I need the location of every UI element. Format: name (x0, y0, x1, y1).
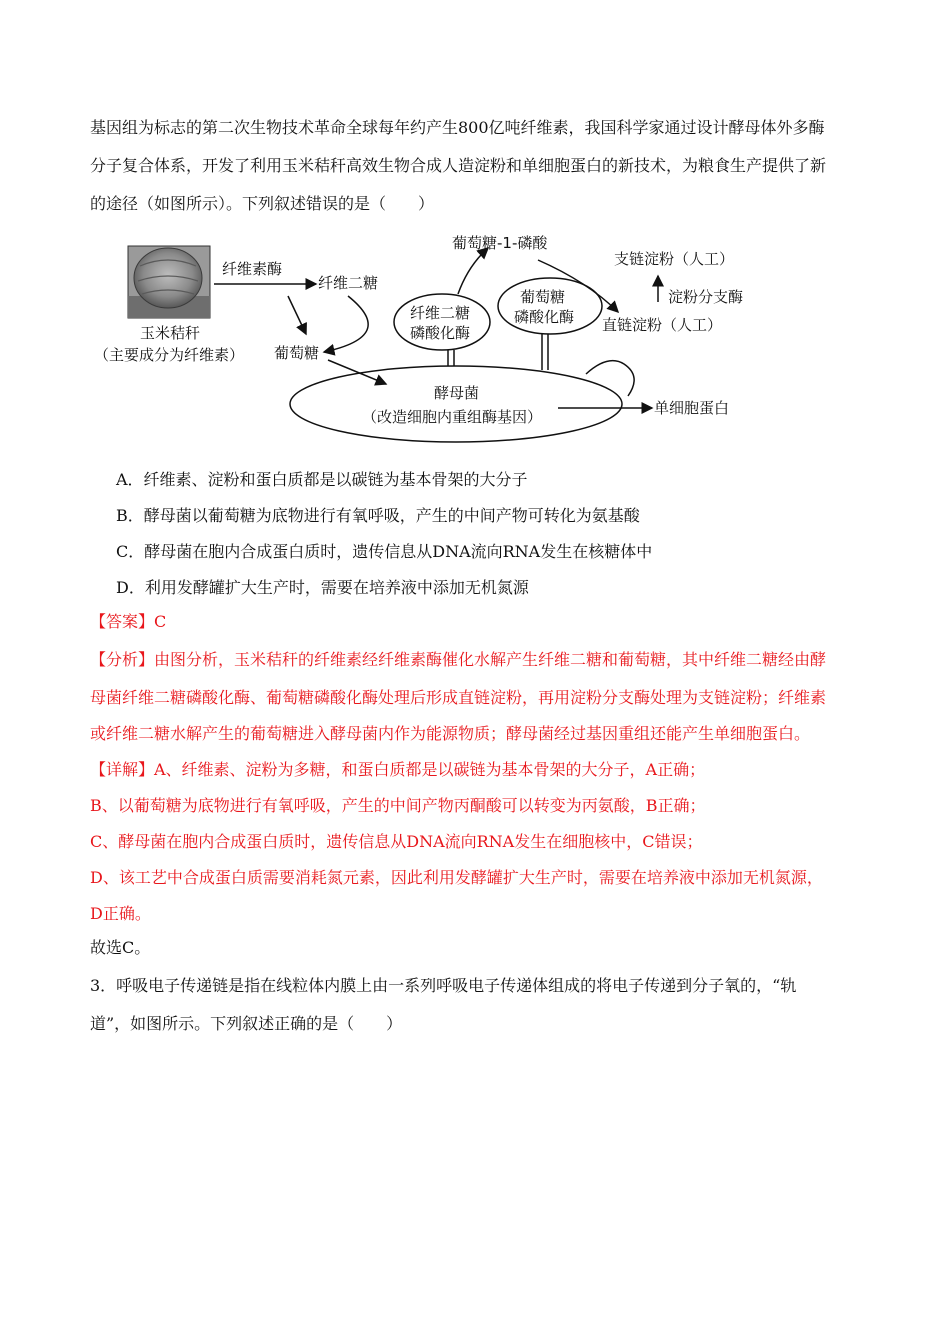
single-cell-protein-label: 单细胞蛋白 (654, 399, 730, 417)
analysis-line-1: 【分析】由图分析，玉米秸秆的纤维素经纤维素酶催化水解产生纤维二糖和葡萄糖，其中纤维二糖经由酵 (90, 650, 827, 669)
answer: 【答案】C (90, 612, 167, 631)
option-b: B．酵母菌以葡萄糖为底物进行有氧呼吸，产生的中间产物可转化为氨基酸 (116, 506, 640, 525)
detail-line-3: C、酵母菌在胞内合成蛋白质时，遗传信息从DNA流向RNA发生在细胞核中，C错误； (90, 832, 703, 851)
glucose-label: 葡萄糖 (274, 344, 320, 362)
question-3-line-1: 3．呼吸电子传递链是指在线粒体内膜上由一系列呼吸电子传递体组成的将电子传递到分子氧的，“轨 (90, 976, 797, 995)
analysis-line-2: 母菌纤维二糖磷酸化酶、葡萄糖磷酸化酶处理后形成直链淀粉，再用淀粉分支酶处理为支链淀粉；纤维素 (90, 688, 827, 707)
straw-label: 玉米秸秆 (140, 324, 201, 342)
option-d: D．利用发酵罐扩大生产时，需要在培养液中添加无机氮源 (116, 578, 529, 597)
question-intro-line-2: 分子复合体系，开发了利用玉米秸秆高效生物合成人造淀粉和单细胞蛋白的新技术，为粮食生产提供了新 (90, 156, 827, 175)
yeast-label: 酵母菌 (434, 384, 480, 402)
yeast-subtitle: （改造细胞内重组酶基因） (362, 408, 543, 426)
question-3-line-2: 道”，如图所示。下列叙述正确的是（ ） (90, 1014, 403, 1033)
detail-line-2: B、以葡萄糖为底物进行有氧呼吸，产生的中间产物丙酮酸可以转变为丙氨酸，B正确； (90, 796, 706, 815)
amylose-label: 直链淀粉（人工） (602, 316, 723, 334)
question-intro-line-3: 的途径（如图所示）。下列叙述错误的是（ ） (90, 194, 435, 213)
straw-subtitle: （主要成分为纤维素） (94, 346, 245, 364)
conclusion: 故选C。 (90, 938, 151, 957)
glucose-phosphorylase-line-1: 葡萄糖 (520, 288, 566, 306)
cellobiose-label: 纤维二糖 (318, 274, 379, 292)
branching-enzyme-label: 淀粉分支酶 (668, 288, 744, 306)
glucose-1-phosphate-label: 葡萄糖-1-磷酸 (452, 234, 548, 252)
detail-line-5: D正确。 (90, 904, 151, 923)
synthesis-pathway-diagram (94, 226, 758, 448)
cellobiose-phosphorylase-line-1: 纤维二糖 (410, 304, 471, 322)
option-c: C．酵母菌在胞内合成蛋白质时，遗传信息从DNA流向RNA发生在核糖体中 (116, 542, 653, 561)
question-intro-line-1: 基因组为标志的第二次生物技术革命全球每年约产生800亿吨纤维素，我国科学家通过设计酵母体外多酶 (90, 118, 825, 137)
glucose-phosphorylase-line-2: 磷酸化酶 (514, 308, 575, 326)
detail-line-4: D、该工艺中合成蛋白质需要消耗氮元素，因此利用发酵罐扩大生产时，需要在培养液中添加无机氮源， (90, 868, 823, 887)
corn-straw-photo (128, 246, 210, 318)
cellobiose-phosphorylase-line-2: 磷酸化酶 (410, 324, 471, 342)
option-a: A．纤维素、淀粉和蛋白质都是以碳链为基本骨架的大分子 (116, 470, 528, 489)
analysis-line-3: 或纤维二糖水解产生的葡萄糖进入酵母菌内作为能源物质；酵母菌经过基因重组还能产生单细胞蛋白。 (90, 724, 811, 743)
cellulase-label: 纤维素酶 (222, 260, 283, 278)
amylopectin-label: 支链淀粉（人工） (614, 250, 735, 268)
detail-line-1: 【详解】A、纤维素、淀粉为多糖，和蛋白质都是以碳链为基本骨架的大分子，A正确； (90, 760, 706, 779)
